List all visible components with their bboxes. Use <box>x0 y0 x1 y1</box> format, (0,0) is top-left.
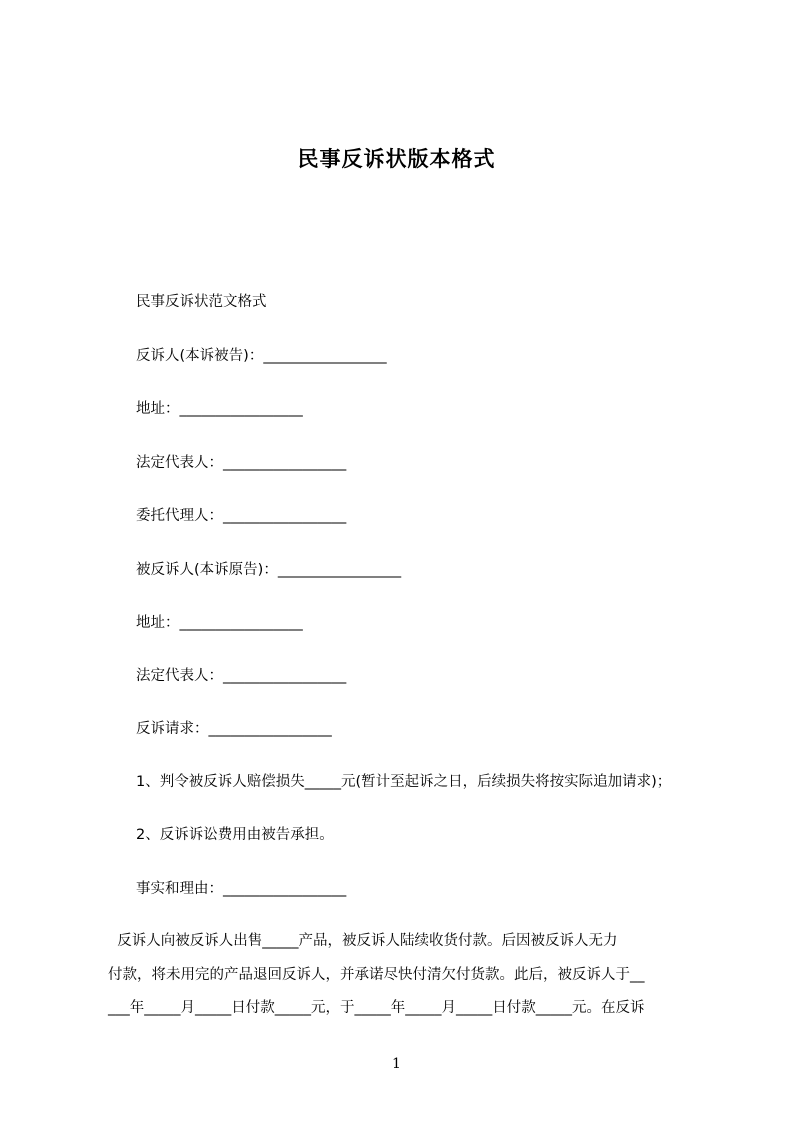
subtitle-line: 民事反诉状范文格式 <box>136 294 267 310</box>
address-field: 地址：_________________ <box>136 615 303 631</box>
page-number: 1 <box>392 1056 401 1072</box>
counter-defendant-field: 被反诉人(本诉原告)：_________________ <box>136 562 402 578</box>
document-title: 民事反诉状版本格式 <box>297 147 496 171</box>
legal-representative-field: 法定代表人：_________________ <box>136 668 347 684</box>
agent-field: 委托代理人：_________________ <box>136 508 347 524</box>
facts-and-reasons-field: 事实和理由：_________________ <box>136 881 347 897</box>
paragraph-line: 付款，将未用完的产品退回反诉人，并承诺尽快付清欠付货款。此后，被反诉人于__ <box>108 966 645 983</box>
request-item-1: 1、判令被反诉人赔偿损失_____元(暂计至起诉之日，后续损失将按实际追加请求)； <box>136 774 672 790</box>
paragraph-line: ___年_____月_____日付款_____元，于_____年_____月_____日付款_____元。在反诉 <box>108 1000 645 1016</box>
counterclaimant-field: 反诉人(本诉被告)：_________________ <box>136 348 387 364</box>
facts-paragraph <box>108 925 720 1026</box>
legal-representative-field: 法定代表人：_________________ <box>136 455 347 471</box>
paragraph-line: 反诉人向被反诉人出售_____产品，被反诉人陆续收货付款。后因被反诉人无力 <box>108 933 618 949</box>
counterclaim-requests-field: 反诉请求：_________________ <box>136 721 332 737</box>
request-item-2: 2、反诉诉讼费用由被告承担。 <box>136 827 334 843</box>
address-field: 地址：_________________ <box>136 401 303 417</box>
